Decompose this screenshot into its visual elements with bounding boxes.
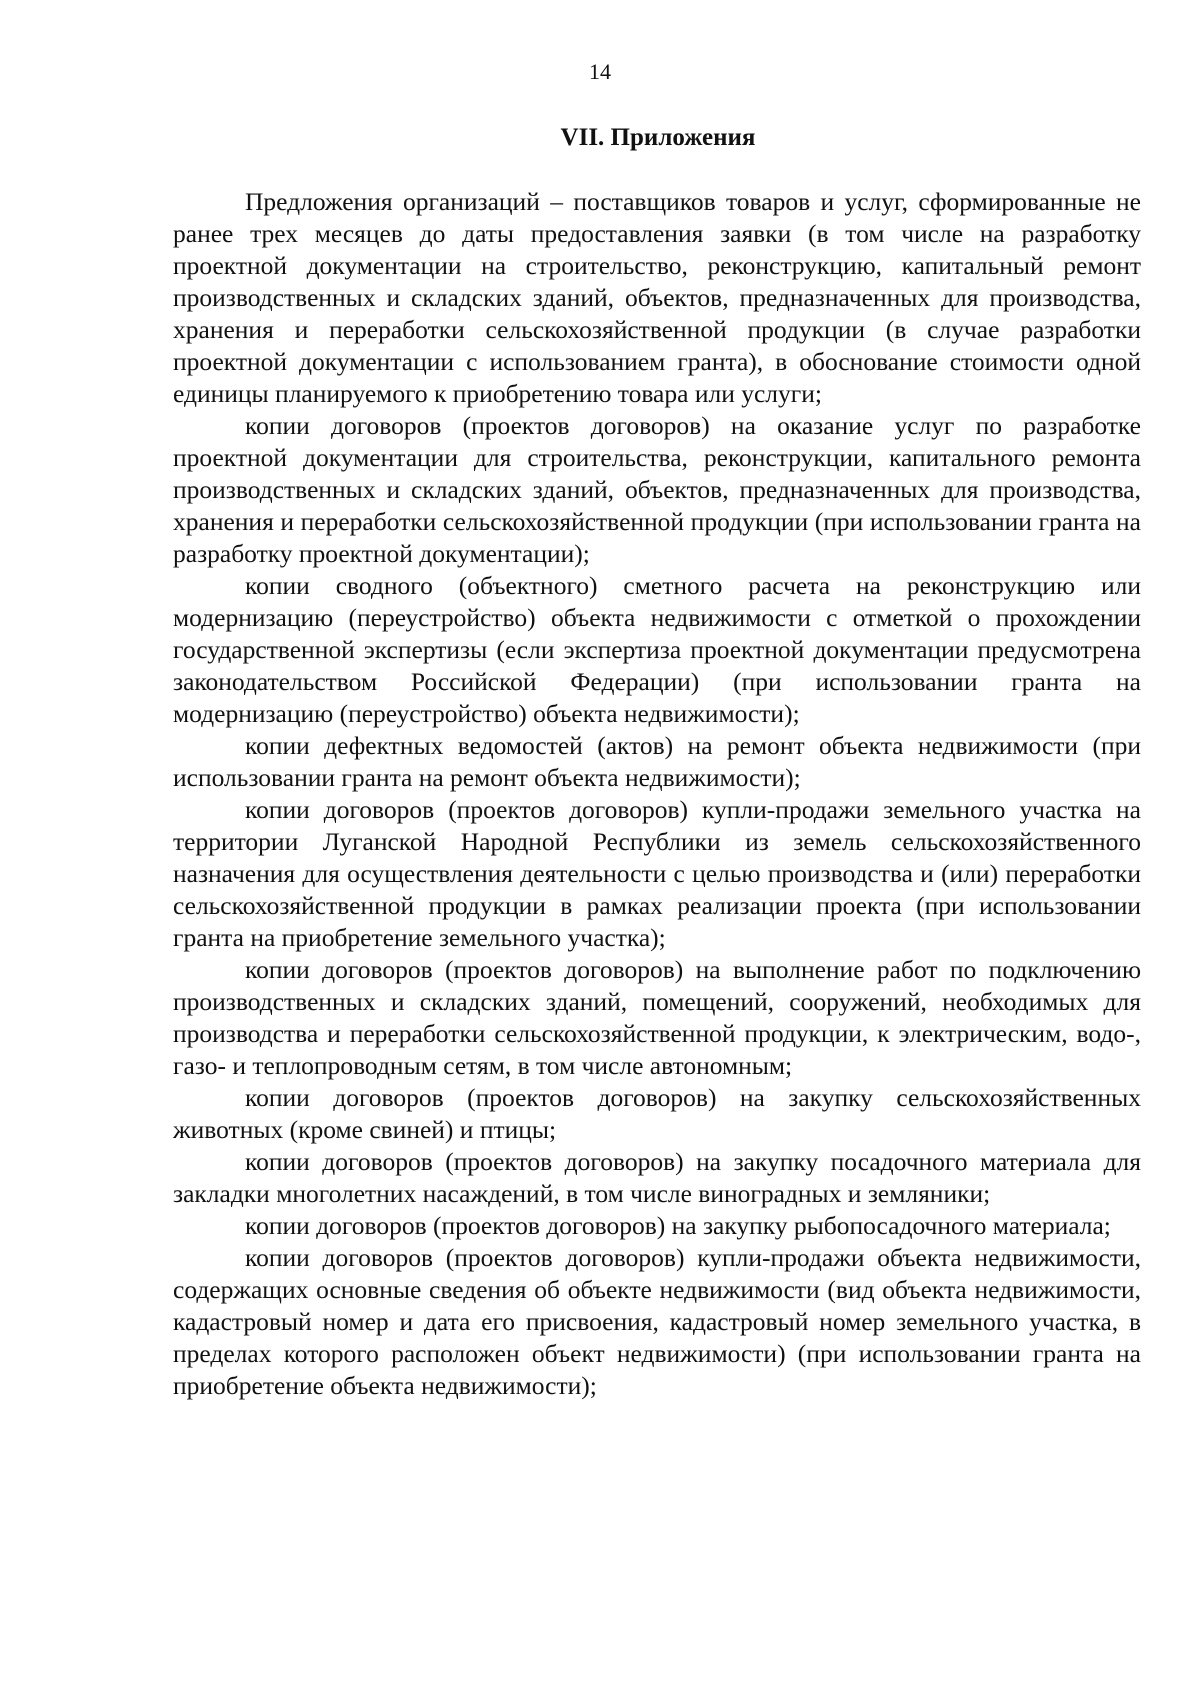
paragraph-planting-material: копии договоров (проектов договоров) на закупку посадочного материала для закладки многолетних насаждений, в том числе виноградных и земляники; bbox=[173, 1147, 1141, 1208]
paragraph-land-purchase: копии договоров (проектов договоров) купли-продажи земельного участка на территории Луганской Народной Республики из земель сельскохозяйственного назначения для осуществления деятельности с целью производства и (или) переработки сельскохозяйственной продукции в рамках реализации проекта (при использовании гранта на приобретение земельного участка); bbox=[173, 795, 1141, 952]
document-body bbox=[173, 186, 1141, 1402]
paragraph-real-estate-purchase: копии договоров (проектов договоров) купли-продажи объекта недвижимости, содержащих основные сведения об объекте недвижимости (вид объекта недвижимости, кадастровый номер и дата его присвоения, кадастровый номер земельного участка, в пределах которого расположен объект недвижимости) (при использовании гранта на приобретение объекта недвижимости); bbox=[173, 1243, 1141, 1400]
paragraph-design-contracts: копии договоров (проектов договоров) на оказание услуг по разработке проектной документации для строительства, реконструкции, капитального ремонта производственных и складских зданий, объектов, предназначенных для производства, хранения и переработки сельскохозяйственной продукции (при использовании гранта на разработку проектной документации); bbox=[173, 411, 1141, 568]
paragraph-fish-stock: копии договоров (проектов договоров) на закупку рыбопосадочного материала; bbox=[245, 1211, 1111, 1240]
page-number: 14 bbox=[589, 59, 611, 84]
paragraph-utility-connection: копии договоров (проектов договоров) на выполнение работ по подключению производственных и складских зданий, помещений, сооружений, необходимых для производства и переработки сельскохозяйственной продукции, к электрическим, водо-, газо- и теплопроводным сетям, в том числе автономным; bbox=[173, 955, 1141, 1080]
paragraph-supplier-proposals: Предложения организаций – поставщиков товаров и услуг, сформированные не ранее трех месяцев до даты предоставления заявки (в том числе на разработку проектной документации на строительство, реконструкцию, капитальный ремонт производственных и складских зданий, объектов, предназначенных для производства, хранения и переработки сельскохозяйственной продукции (в случае разработки проектной документации с использованием гранта), в обоснование стоимости одной единицы планируемого к приобретению товара или услуги; bbox=[173, 187, 1141, 408]
paragraph-estimate-calculation: копии сводного (объектного) сметного расчета на реконструкцию или модернизацию (переустройство) объекта недвижимости с отметкой о прохождении государственной экспертизы (если экспертиза проектной документации предусмотрена законодательством Российской Федерации) (при использовании гранта на модернизацию (переустройство) объекта недвижимости); bbox=[173, 571, 1141, 728]
section-title: VII. Приложения bbox=[560, 124, 756, 151]
paragraph-defect-statements: копии дефектных ведомостей (актов) на ремонт объекта недвижимости (при использовании гранта на ремонт объекта недвижимости); bbox=[173, 731, 1141, 792]
paragraph-livestock-purchase: копии договоров (проектов договоров) на закупку сельскохозяйственных животных (кроме свиней) и птицы; bbox=[173, 1083, 1141, 1144]
